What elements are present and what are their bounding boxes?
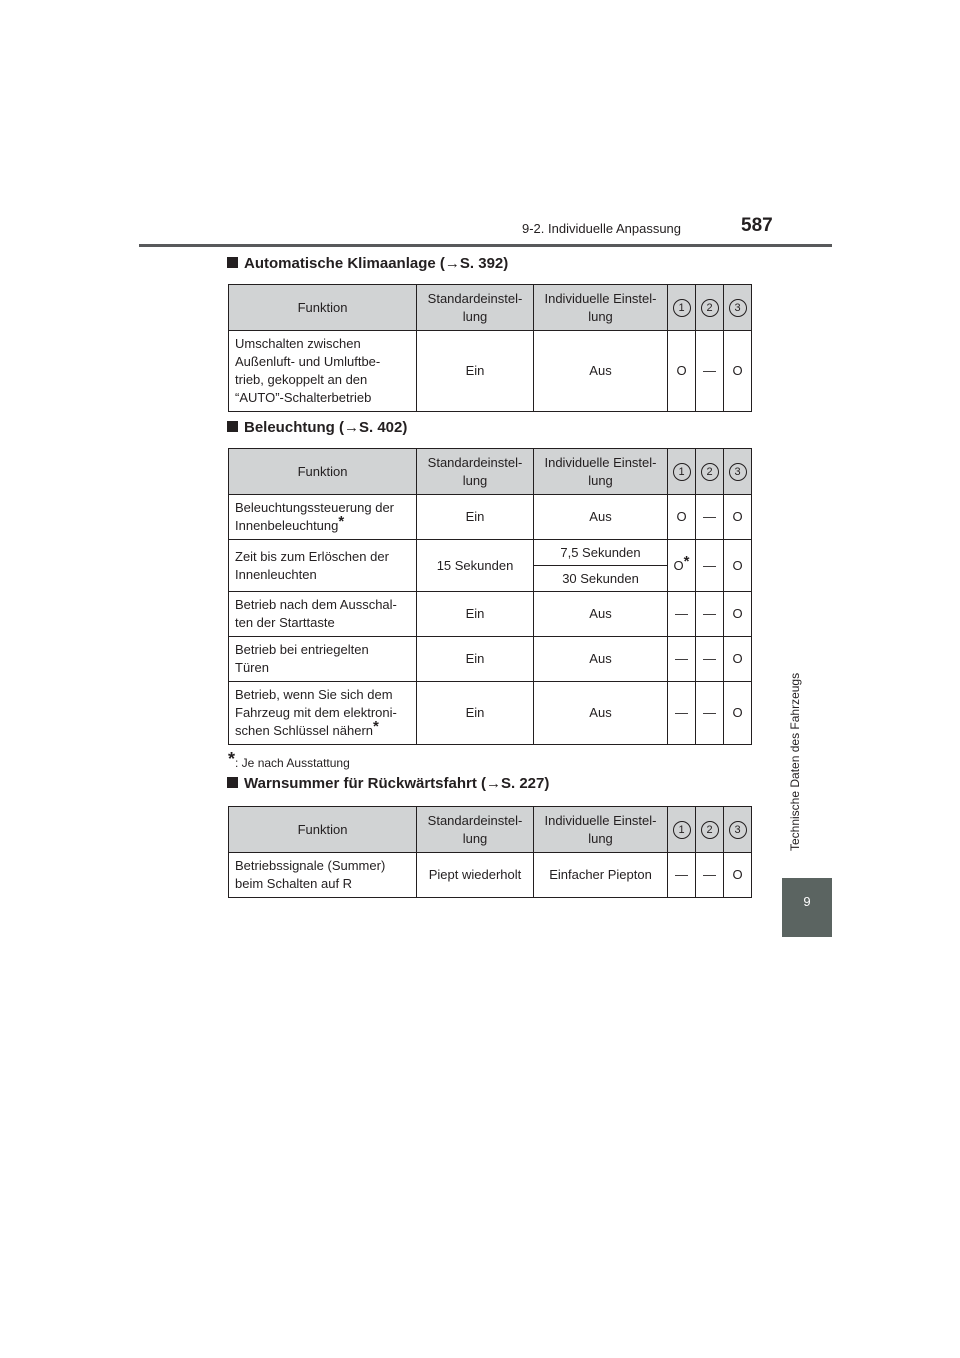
circled-2-icon: 2 [701, 463, 719, 481]
header-col3 [724, 285, 752, 331]
custom-cell: 30 Sekunden [534, 566, 668, 592]
function-cell: Betriebssignale (Summer) beim Schalten auf R [229, 853, 417, 898]
footnote: *: Je nach Ausstattung [228, 749, 350, 770]
col1-cell: — [668, 853, 696, 898]
col3-cell: O [724, 853, 752, 898]
footnote-asterisk: * [683, 552, 690, 570]
circled-1-icon: 1 [673, 299, 691, 317]
header-default: Standardeinstel- lung [417, 285, 534, 331]
header-function: Funktion [229, 449, 417, 495]
col3-cell: O [724, 592, 752, 637]
default-cell: Ein [417, 495, 534, 540]
col1-cell: — [668, 637, 696, 682]
default-cell: Ein [417, 331, 534, 412]
section-title: 9-2. Individuelle Anpassung [522, 221, 682, 236]
function-cell: Zeit bis zum Erlöschen der Innenleuchten [229, 540, 417, 592]
table-row [229, 637, 752, 682]
table-row [229, 682, 752, 745]
header-col2 [696, 285, 724, 331]
col1-cell: O [668, 495, 696, 540]
footnote-asterisk: * [373, 718, 379, 735]
footnote-asterisk: * [228, 749, 236, 769]
chapter-tab [782, 878, 832, 937]
header-function: Funktion [229, 807, 417, 853]
table-row [229, 540, 752, 566]
default-cell: Ein [417, 592, 534, 637]
header-col2 [696, 449, 724, 495]
climate-table [228, 284, 752, 412]
footnote-asterisk: * [338, 513, 345, 530]
default-cell: Ein [417, 682, 534, 745]
function-cell: Betrieb nach dem Ausschal- ten der Starttaste [229, 592, 417, 637]
section-heading-reverse-buzzer: Warnsummer für Rückwärtsfahrt (→S. 227) [227, 775, 549, 792]
table-row [229, 592, 752, 637]
col2-cell: — [696, 592, 724, 637]
circled-1-icon: 1 [673, 821, 691, 839]
header-col1 [668, 285, 696, 331]
header-function: Funktion [229, 285, 417, 331]
header-divider [139, 244, 832, 247]
custom-cell: Aus [534, 682, 668, 745]
bullet-square-icon [227, 257, 238, 268]
custom-cell: Aus [534, 331, 668, 412]
col3-cell: O [724, 495, 752, 540]
circled-2-icon: 2 [701, 299, 719, 317]
header-default: Standardeinstel- lung [417, 449, 534, 495]
col3-cell: O [724, 637, 752, 682]
col1-cell: — [668, 682, 696, 745]
circled-3-icon: 3 [729, 821, 747, 839]
function-cell: Beleuchtungssteuerung der Innenbeleuchtung* [229, 495, 417, 540]
section-heading-climate: Automatische Klimaanlage (→S. 392) [227, 255, 508, 272]
col2-cell: — [696, 682, 724, 745]
header-col3 [724, 807, 752, 853]
table-row [229, 331, 752, 412]
section-heading-lighting: Beleuchtung (→S. 402) [227, 419, 407, 436]
circled-3-icon: 3 [729, 463, 747, 481]
header-custom: Individuelle Einstel- lung [534, 449, 668, 495]
chapter-title: Technische Daten des Fahrzeugs [788, 672, 802, 852]
col2-cell: — [696, 637, 724, 682]
custom-cell: Aus [534, 495, 668, 540]
custom-cell: Aus [534, 637, 668, 682]
header-col1 [668, 449, 696, 495]
col1-cell: O [668, 331, 696, 412]
header-col1 [668, 807, 696, 853]
circled-1-icon: 1 [673, 463, 691, 481]
default-cell: 15 Sekunden [417, 540, 534, 592]
function-cell: Betrieb, wenn Sie sich dem Fahrzeug mit dem elektroni- schen Schlüssel nähern* [229, 682, 417, 745]
col2-cell: — [696, 540, 724, 592]
custom-cell: 7,5 Sekunden [534, 540, 668, 566]
header-custom: Individuelle Einstel- lung [534, 285, 668, 331]
col3-cell: O [724, 540, 752, 592]
table-header-row [229, 449, 752, 495]
table-header-row [229, 807, 752, 853]
default-cell: Ein [417, 637, 534, 682]
table-row [229, 853, 752, 898]
col2-cell: — [696, 853, 724, 898]
function-cell: Betrieb bei entriegelten Türen [229, 637, 417, 682]
reverse-buzzer-table [228, 806, 752, 898]
default-cell: Piept wiederholt [417, 853, 534, 898]
custom-cell: Einfacher Piepton [534, 853, 668, 898]
table-header-row [229, 285, 752, 331]
chapter-number: 9 [803, 894, 811, 909]
table-row [229, 495, 752, 540]
col2-cell: — [696, 495, 724, 540]
col1-cell: — [668, 592, 696, 637]
bullet-square-icon [227, 421, 238, 432]
circled-3-icon: 3 [729, 299, 747, 317]
col3-cell: O [724, 682, 752, 745]
header-col2 [696, 807, 724, 853]
page-number: 587 [741, 215, 773, 236]
lighting-table [228, 448, 752, 745]
col2-cell: — [696, 331, 724, 412]
custom-cell: Aus [534, 592, 668, 637]
col3-cell: O [724, 331, 752, 412]
header-col3 [724, 449, 752, 495]
header-default: Standardeinstel- lung [417, 807, 534, 853]
header-custom: Individuelle Einstel- lung [534, 807, 668, 853]
circled-2-icon: 2 [701, 821, 719, 839]
col1-cell: O* [668, 540, 696, 592]
function-cell: Umschalten zwischen Außenluft- und Umluftbe- trieb, gekoppelt an den “AUTO”-Schalterbetrieb [229, 331, 417, 412]
bullet-square-icon [227, 777, 238, 788]
